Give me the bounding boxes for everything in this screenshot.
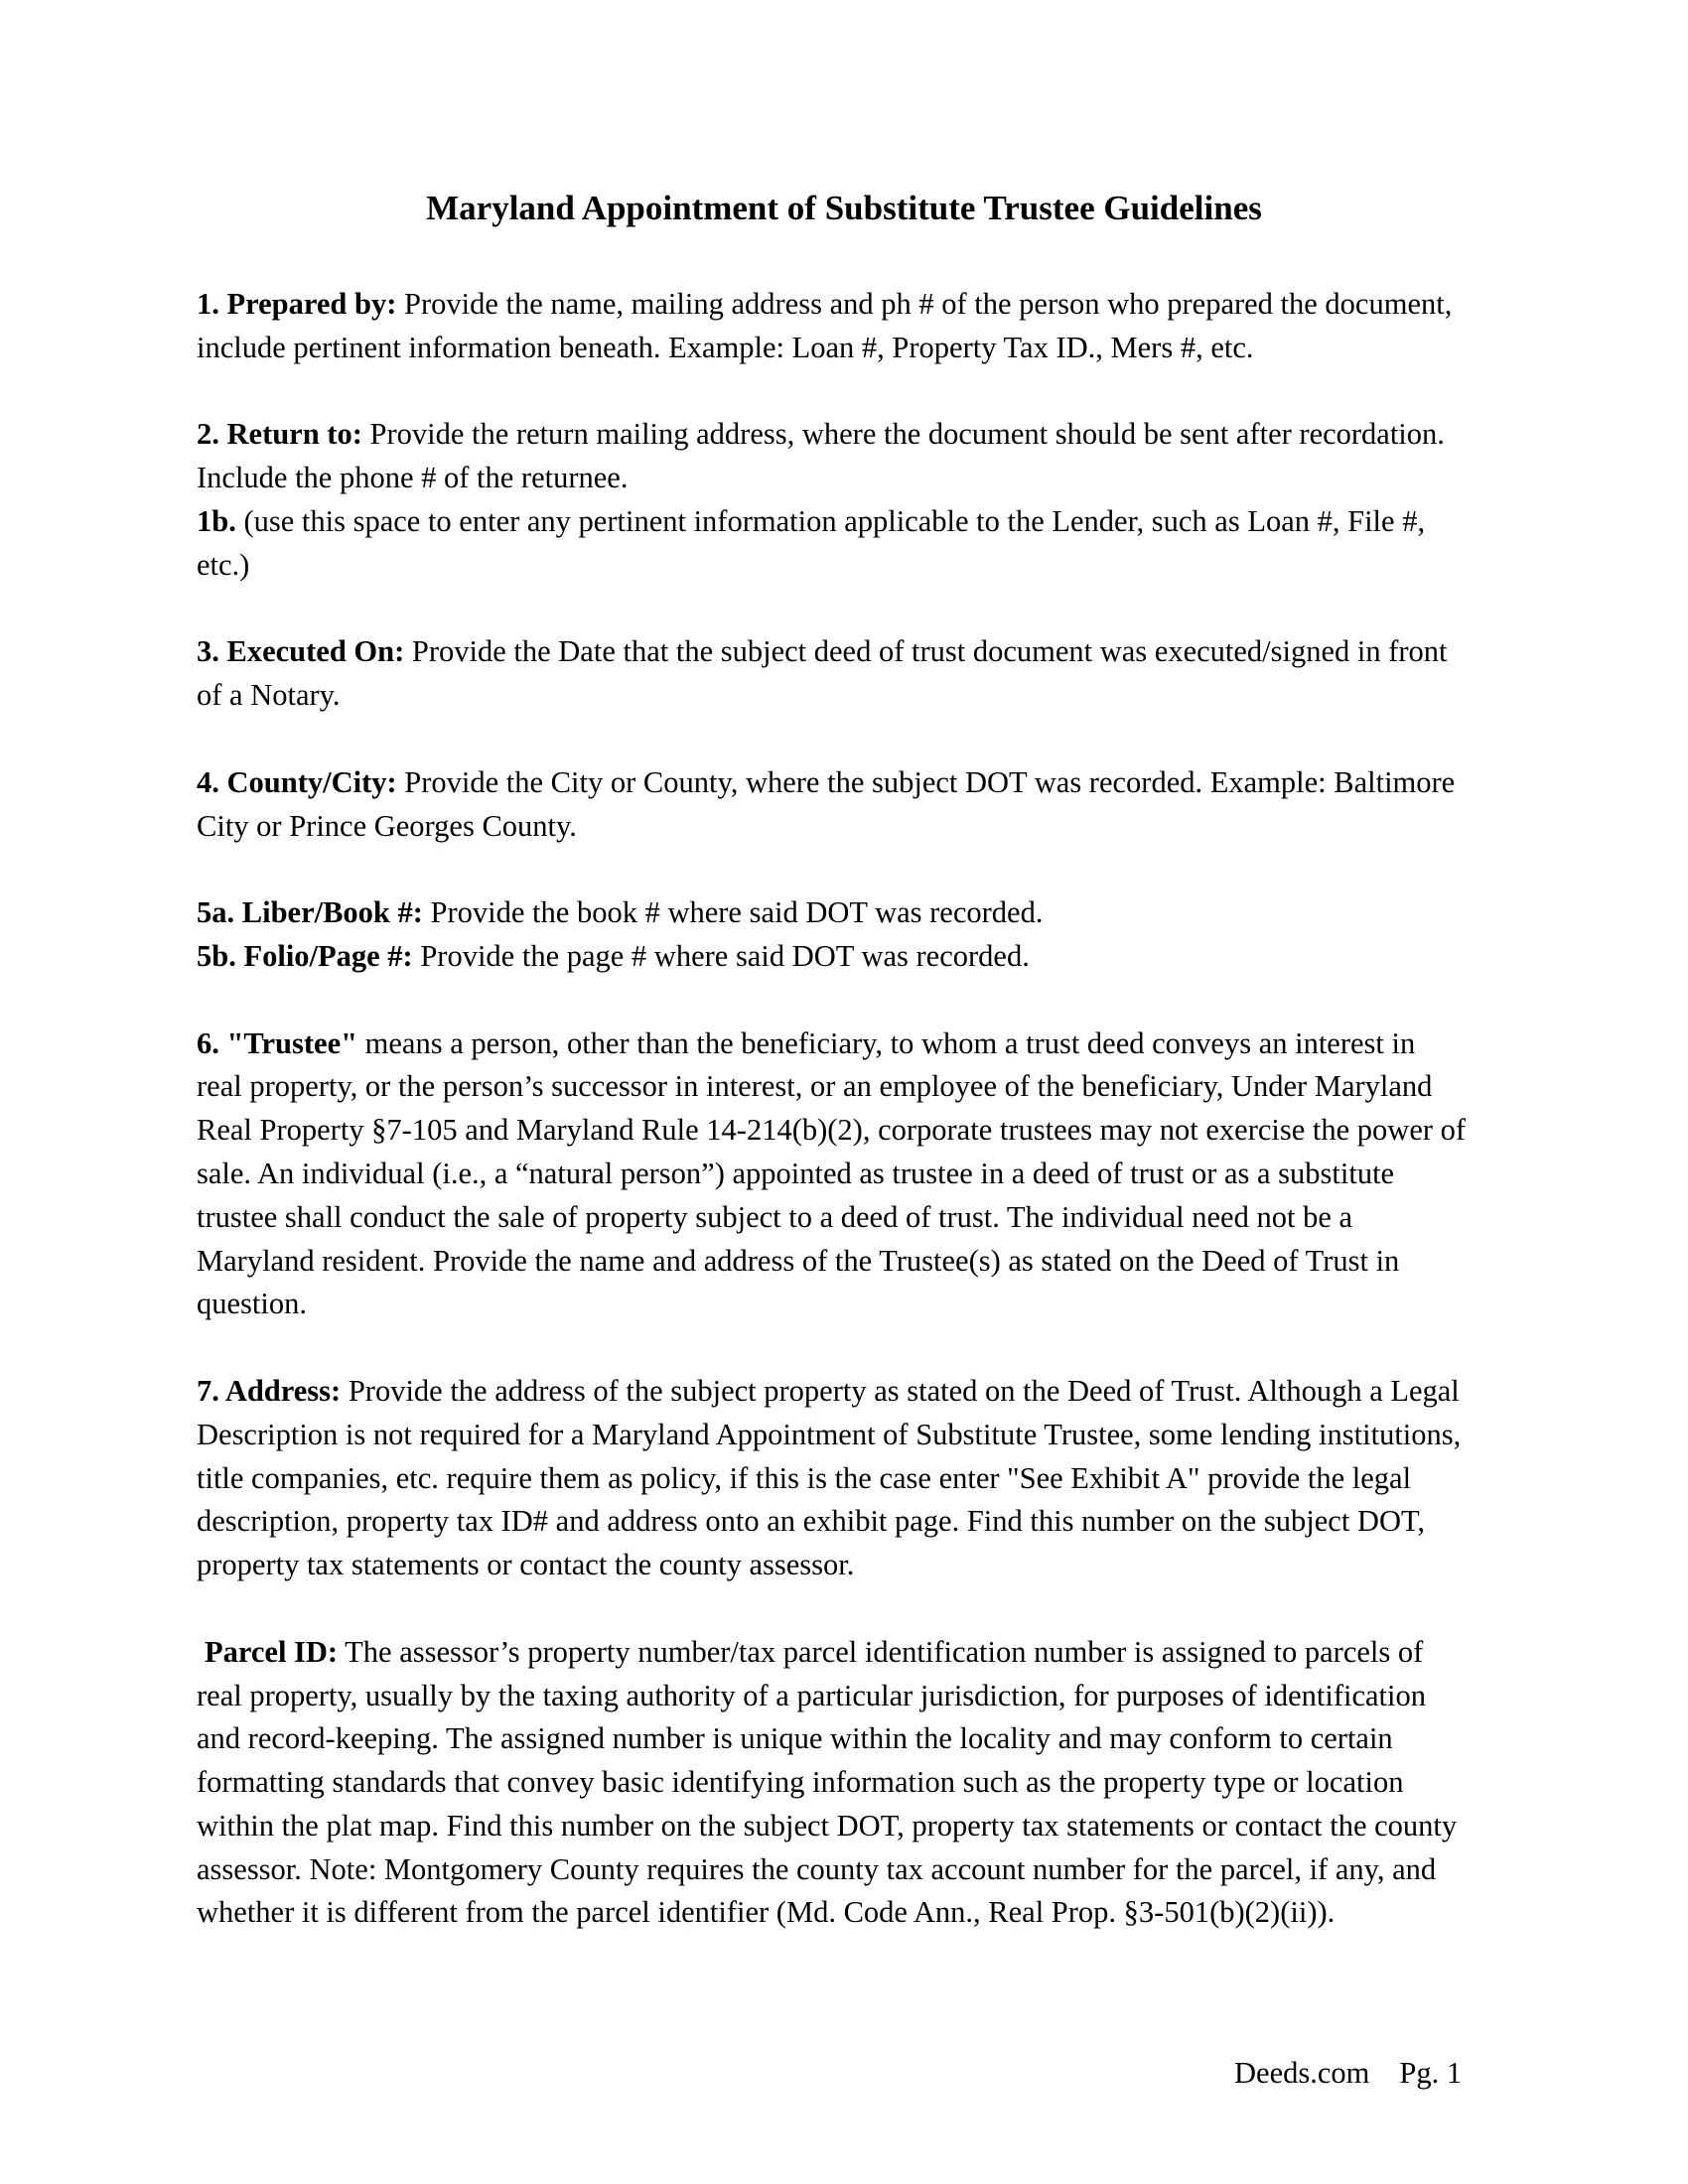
text-line [197,500,1587,544]
text-line: assessor. Note: Montgomery County requires the county tax account number for the parcel, if any, and [197,1851,1437,1886]
text-line: within the plat map. Find this number on the subject DOT, property tax statements or contact the county [197,1808,1458,1843]
text-line: trustee shall conduct the sale of property subject to a deed of trust. The individual need not be a [197,1199,1353,1234]
section-text: (use this space to enter any pertinent information applicable to the Lender, such as Loan #, File #, [235,503,1426,538]
text-line: etc.) [197,547,250,582]
section-label: 2. Return to: [197,417,362,452]
text-line: of a Notary. [197,678,341,713]
text-line: Maryland resident. Provide the name and address of the Trustee(s) as stated on the Deed of Trust in [197,1243,1400,1278]
text-line [197,413,1587,457]
section-text: Provide the name, mailing address and ph # of the person who prepared the document, [396,287,1453,321]
section-executed-on [197,630,1587,718]
text-line [197,891,1587,935]
text-line [197,1631,1587,1675]
section-prepared-by [197,283,1587,370]
section-text: Provide the City or County, where the subject DOT was recorded. Example: Baltimore [396,764,1456,799]
section-label: 5b. Folio/Page #: [197,938,413,973]
section-text: The assessor’s property number/tax parcel identification number is assigned to parcels of [338,1634,1424,1669]
section-text: Provide the book # where said DOT was recorded. [422,895,1044,930]
text-line: Real Property §7-105 and Maryland Rule 14-214(b)(2), corporate trustees may not exercise the power of [197,1113,1467,1148]
document-title: Maryland Appointment of Substitute Trustee Guidelines [426,189,1262,227]
section-parcel-id [197,1631,1587,1936]
text-line: description, property tax ID# and address onto an exhibit page. Find this number on the subject DOT, [197,1504,1425,1539]
text-line: question. [197,1287,307,1321]
text-line: real property, or the person’s successor in interest, or an employee of the beneficiary, Under Maryland [197,1069,1433,1104]
section-label: 1b. [197,503,236,538]
section-text: Provide the return mailing address, where the document should be sent after recordation. [361,417,1445,452]
text-line: whether it is different from the parcel identifier (Md. Code Ann., Real Prop. §3-501(b)(2)(ii)). [197,1895,1336,1930]
text-line [197,1370,1587,1414]
text-line: Include the phone # of the returnee. [197,461,629,495]
section-label: 1. Prepared by: [197,287,397,321]
section-trustee [197,1023,1587,1327]
section-text: Provide the page # where said DOT was recorded. [412,938,1030,973]
section-county-city [197,761,1587,849]
section-return-to [197,413,1587,500]
section-text: Provide the Date that the subject deed of trust document was executed/signed in front [404,634,1448,669]
section-label: 4. County/City: [197,764,397,799]
text-line: sale. An individual (i.e., a “natural person”) appointed as trustee in a deed of trust or as a substitute [197,1156,1395,1190]
text-line: formatting standards that convey basic identifying information such as the property type or location [197,1765,1404,1800]
text-line: City or Prince Georges County. [197,808,577,843]
text-line: Description is not required for a Maryland Appointment of Substitute Trustee, some lending institutions, [197,1417,1462,1451]
text-line: title companies, etc. require them as policy, if this is the case enter "See Exhibit A" provide the legal [197,1460,1412,1495]
section-label: Parcel ID: [205,1634,339,1669]
section-folio-page [197,935,1587,979]
section-label: 6. "Trustee" [197,1025,358,1060]
section-text: Provide the address of the subject property as stated on the Deed of Trust. Although a Legal [341,1373,1460,1408]
footer-site: Deeds.com [1234,2056,1370,2090]
text-line: and record-keeping. The assigned number is unique within the locality and may conform to certain [197,1721,1393,1756]
section-liber-book [197,891,1587,935]
text-line [197,1023,1587,1066]
page-footer [1234,2053,1462,2093]
text-line: property tax statements or contact the county assessor. [197,1548,855,1582]
text-line: real property, usually by the taxing authority of a particular jurisdiction, for purposes of identification [197,1678,1427,1712]
section-lender-info [197,500,1587,588]
text-line [197,630,1587,674]
section-label: 7. Address: [197,1373,342,1408]
text-line [197,935,1587,979]
section-address [197,1370,1587,1587]
text-line [197,283,1587,327]
text-line [197,761,1587,805]
section-label: 5a. Liber/Book #: [197,895,423,930]
text-line: include pertinent information beneath. Example: Loan #, Property Tax ID., Mers #, etc. [197,330,1254,364]
footer-page-number: Pg. 1 [1399,2056,1463,2090]
document-body [197,283,1587,1979]
section-label: 3. Executed On: [197,634,405,669]
section-text: means a person, other than the beneficiary, to whom a trust deed conveys an interest in [357,1025,1416,1060]
